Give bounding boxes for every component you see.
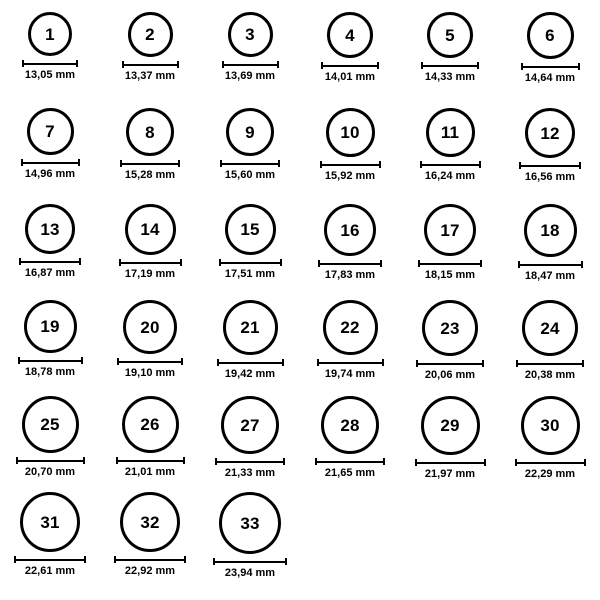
ring-diameter-label: 17,51 mm <box>224 268 276 280</box>
measure-bar-icon <box>515 459 586 466</box>
ring-diameter-label: 20,06 mm <box>424 369 476 381</box>
ring-circle <box>525 108 575 158</box>
measure-bar-icon <box>114 556 186 563</box>
ring-diameter-label: 19,74 mm <box>324 368 376 380</box>
measure-bar-icon <box>217 359 284 366</box>
ring-measure <box>213 558 287 579</box>
measure-bar-icon <box>321 62 379 69</box>
ring-measure <box>122 61 179 82</box>
ring-measure <box>521 63 580 84</box>
ring-size-cell <box>500 202 600 298</box>
ring-size-cell <box>100 10 200 106</box>
ring-measure <box>215 458 285 479</box>
measure-bar-icon <box>21 159 80 166</box>
ring-diameter-label: 18,15 mm <box>424 269 476 281</box>
ring-size-cell <box>400 298 500 394</box>
ring-diameter-label: 20,70 mm <box>24 466 76 478</box>
ring-diameter-label: 19,10 mm <box>124 367 176 379</box>
ring-circle <box>228 12 273 57</box>
ring-size-cell <box>100 394 200 490</box>
ring-size-cell <box>0 202 100 298</box>
measure-bar-icon <box>415 459 486 466</box>
ring-size-label: 26 <box>140 415 160 434</box>
ring-size-label: 5 <box>445 25 455 45</box>
ring-size-label: 29 <box>440 416 460 435</box>
ring-measure <box>515 459 586 480</box>
ring-size-cell <box>300 298 400 394</box>
ring-circle <box>122 396 179 453</box>
ring-diameter-label: 13,37 mm <box>124 70 176 82</box>
ring-size-label: 20 <box>140 317 160 337</box>
ring-circle <box>422 300 478 356</box>
ring-size-label: 14 <box>140 220 160 239</box>
measure-bar-icon <box>116 457 185 464</box>
ring-size-label: 17 <box>440 220 460 240</box>
ring-measure <box>420 161 481 182</box>
ring-circle <box>125 204 176 255</box>
ring-circle <box>20 492 80 552</box>
ring-circle <box>321 396 379 454</box>
ring-circle <box>27 108 74 155</box>
ring-size-label: 18 <box>540 221 560 240</box>
ring-measure <box>516 360 584 381</box>
ring-size-cell <box>500 298 600 394</box>
ring-diameter-label: 16,24 mm <box>424 170 476 182</box>
ring-size-label: 15 <box>240 220 260 239</box>
ring-size-cell <box>0 490 100 586</box>
ring-diameter-label: 20,38 mm <box>524 369 576 381</box>
ring-diameter-label: 18,78 mm <box>24 366 76 378</box>
ring-measure <box>415 459 486 480</box>
ring-measure <box>418 260 482 281</box>
measure-bar-icon <box>22 60 78 67</box>
ring-size-label: 32 <box>140 512 160 532</box>
ring-diameter-label: 22,92 mm <box>124 565 176 577</box>
ring-size-label: 16 <box>340 220 360 240</box>
ring-measure <box>116 457 185 478</box>
ring-diameter-label: 21,01 mm <box>124 466 176 478</box>
ring-circle <box>123 300 177 354</box>
ring-measure <box>317 359 384 380</box>
measure-bar-icon <box>122 61 179 68</box>
ring-circle <box>527 12 574 59</box>
ring-measure <box>222 61 279 82</box>
ring-circle <box>223 300 278 355</box>
ring-circle <box>327 12 373 58</box>
ring-size-label: 30 <box>540 416 560 435</box>
ring-diameter-label: 14,01 mm <box>324 71 376 83</box>
ring-size-cell <box>300 394 400 490</box>
ring-measure <box>19 258 81 279</box>
ring-size-label: 4 <box>345 25 355 45</box>
ring-diameter-label: 17,19 mm <box>124 268 176 280</box>
ring-measure <box>519 162 581 183</box>
ring-size-cell <box>200 490 300 586</box>
ring-size-cell <box>100 202 200 298</box>
ring-measure <box>119 259 182 280</box>
ring-size-label: 6 <box>545 26 555 45</box>
ring-size-label: 10 <box>340 123 360 142</box>
ring-size-cell <box>200 106 300 202</box>
measure-bar-icon <box>222 61 279 68</box>
measure-bar-icon <box>416 360 484 367</box>
ring-size-label: 28 <box>340 415 360 435</box>
ring-size-cell <box>400 106 500 202</box>
ring-circle <box>226 108 274 156</box>
ring-diameter-label: 15,28 mm <box>124 169 176 181</box>
ring-size-cell <box>500 106 600 202</box>
ring-size-cell <box>100 490 200 586</box>
ring-circle <box>324 204 376 256</box>
ring-size-cell <box>100 106 200 202</box>
ring-circle <box>326 108 375 157</box>
ring-size-cell <box>400 202 500 298</box>
ring-circle <box>522 300 578 356</box>
ring-circle <box>323 300 378 355</box>
ring-diameter-label: 19,42 mm <box>224 368 276 380</box>
ring-measure <box>120 160 180 181</box>
ring-diameter-label: 22,29 mm <box>524 468 576 480</box>
measure-bar-icon <box>318 260 382 267</box>
ring-circle <box>225 204 276 255</box>
ring-size-cell <box>300 10 400 106</box>
measure-bar-icon <box>418 260 482 267</box>
ring-measure <box>217 359 284 380</box>
measure-bar-icon <box>320 161 381 168</box>
measure-bar-icon <box>117 358 183 365</box>
measure-bar-icon <box>220 160 280 167</box>
measure-bar-icon <box>521 63 580 70</box>
ring-size-label: 13 <box>40 219 60 239</box>
ring-circle <box>24 300 77 353</box>
ring-measure <box>315 458 385 479</box>
ring-measure <box>21 159 80 180</box>
ring-size-label: 7 <box>45 122 55 141</box>
measure-bar-icon <box>420 161 481 168</box>
ring-circle <box>521 396 580 455</box>
ring-measure <box>518 261 583 282</box>
ring-size-label: 24 <box>540 318 560 338</box>
measure-bar-icon <box>215 458 285 465</box>
ring-size-cell <box>400 10 500 106</box>
ring-diameter-label: 23,94 mm <box>224 567 276 579</box>
ring-circle <box>426 108 475 157</box>
ring-circle <box>424 204 476 256</box>
ring-size-cell <box>200 298 300 394</box>
ring-circle <box>25 204 75 254</box>
ring-measure <box>14 556 86 577</box>
ring-size-cell <box>200 202 300 298</box>
ring-size-label: 31 <box>40 512 60 532</box>
ring-size-label: 3 <box>245 25 255 44</box>
ring-size-cell <box>100 298 200 394</box>
ring-circle <box>221 396 279 454</box>
ring-size-label: 22 <box>340 318 360 337</box>
ring-diameter-label: 16,56 mm <box>524 171 576 183</box>
ring-size-label: 27 <box>240 415 260 435</box>
ring-size-label: 25 <box>40 415 60 434</box>
ring-size-cell <box>500 10 600 106</box>
ring-measure <box>18 357 83 378</box>
measure-bar-icon <box>18 357 83 364</box>
measure-bar-icon <box>14 556 86 563</box>
ring-diameter-label: 21,97 mm <box>424 468 476 480</box>
ring-size-label: 8 <box>145 122 155 142</box>
ring-measure <box>22 60 78 81</box>
ring-size-label: 33 <box>240 513 260 533</box>
ring-circle <box>427 12 473 58</box>
measure-bar-icon <box>219 259 282 266</box>
ring-size-label: 9 <box>245 122 255 142</box>
ring-size-cell <box>500 394 600 490</box>
ring-size-cell <box>200 394 300 490</box>
ring-measure <box>16 457 85 478</box>
ring-circle <box>421 396 480 455</box>
ring-circle <box>524 204 577 257</box>
ring-size-cell <box>0 106 100 202</box>
ring-diameter-label: 18,47 mm <box>524 270 576 282</box>
ring-measure <box>416 360 484 381</box>
ring-size-cell <box>300 106 400 202</box>
ring-size-cell <box>0 394 100 490</box>
measure-bar-icon <box>421 62 479 69</box>
measure-bar-icon <box>119 259 182 266</box>
ring-size-label: 2 <box>145 25 155 44</box>
ring-circle <box>28 12 72 56</box>
ring-diameter-label: 15,92 mm <box>324 170 376 182</box>
measure-bar-icon <box>120 160 180 167</box>
ring-measure <box>219 259 282 280</box>
ring-size-label: 21 <box>240 318 260 337</box>
ring-circle <box>22 396 79 453</box>
ring-measure <box>318 260 382 281</box>
ring-size-cell <box>0 10 100 106</box>
ring-measure <box>114 556 186 577</box>
ring-size-label: 12 <box>540 123 560 143</box>
measure-bar-icon <box>518 261 583 268</box>
ring-size-cell <box>300 202 400 298</box>
measure-bar-icon <box>317 359 384 366</box>
ring-diameter-label: 15,60 mm <box>224 169 276 181</box>
measure-bar-icon <box>315 458 385 465</box>
ring-diameter-label: 13,69 mm <box>224 70 276 82</box>
measure-bar-icon <box>516 360 584 367</box>
ring-measure <box>117 358 183 379</box>
measure-bar-icon <box>19 258 81 265</box>
ring-circle <box>120 492 180 552</box>
ring-measure <box>320 161 381 182</box>
ring-measure <box>220 160 280 181</box>
ring-diameter-label: 17,83 mm <box>324 269 376 281</box>
ring-measure <box>321 62 379 83</box>
ring-diameter-label: 22,61 mm <box>24 565 76 577</box>
ring-size-label: 1 <box>45 24 55 44</box>
ring-size-cell <box>400 394 500 490</box>
ring-diameter-label: 13,05 mm <box>24 69 76 81</box>
ring-size-cell <box>200 10 300 106</box>
ring-circle <box>219 492 281 554</box>
ring-size-label: 23 <box>440 318 460 338</box>
measure-bar-icon <box>213 558 287 565</box>
ring-diameter-label: 14,96 mm <box>24 168 76 180</box>
ring-size-cell <box>0 298 100 394</box>
ring-circle <box>128 12 173 57</box>
ring-diameter-label: 21,65 mm <box>324 467 376 479</box>
ring-diameter-label: 14,33 mm <box>424 71 476 83</box>
measure-bar-icon <box>16 457 85 464</box>
ring-circle <box>126 108 174 156</box>
ring-diameter-label: 14,64 mm <box>524 72 576 84</box>
ring-size-label: 11 <box>440 123 460 142</box>
measure-bar-icon <box>519 162 581 169</box>
ring-diameter-label: 21,33 mm <box>224 467 276 479</box>
ring-size-label: 19 <box>40 317 60 336</box>
ring-diameter-label: 16,87 mm <box>24 267 76 279</box>
ring-measure <box>421 62 479 83</box>
